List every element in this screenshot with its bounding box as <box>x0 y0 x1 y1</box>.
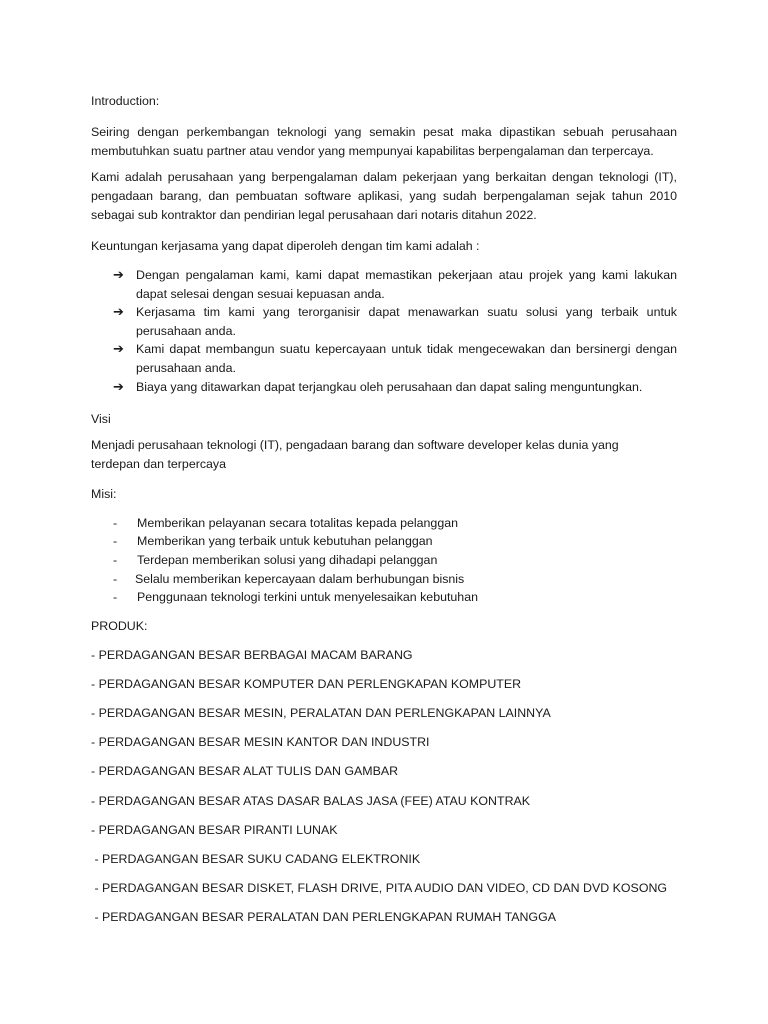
misi-item <box>113 532 673 551</box>
intro-paragraph-1: Seiring dengan perkembangan teknologi yang semakin pesat maka dipastikan sebuah perusahaan membutuhkan suatu partner atau vendor yang mempunyai kapabilitas berpengalaman dan terpercaya. <box>91 125 677 158</box>
produk-item: - PERDAGANGAN BESAR ATAS DASAR BALAS JASA (FEE) ATAU KONTRAK <box>91 794 531 808</box>
misi-text: Memberikan pelayanan secara totalitas kepada pelanggan <box>137 516 458 530</box>
intro-paragraph-2: Kami adalah perusahaan yang berpengalaman dalam pekerjaan yang berkaitan dengan teknologi (IT), pengadaan barang, dan pembuatan software aplikasi, yang sudah berpengalaman sejak tahun 2010 sebagai sub kontraktor dan pendirian legal perusahaan dari notaris ditahun 2022. <box>91 170 677 222</box>
benefit-item <box>113 378 677 397</box>
produk-item: - PERDAGANGAN BESAR BERBAGAI MACAM BARANG <box>91 648 413 662</box>
misi-text: Memberikan yang terbaik untuk kebutuhan pelanggan <box>137 534 433 548</box>
benefit-text: Dengan pengalaman kami, kami dapat memastikan pekerjaan atau projek yang kami lakukan dapat selesai dengan sesuai kepuasan anda. <box>136 268 677 301</box>
misi-text: Selalu memberikan kepercayaan dalam berhubungan bisnis <box>135 572 465 586</box>
arrow-icon: ➔ <box>113 341 124 356</box>
produk-item: - PERDAGANGAN BESAR DISKET, FLASH DRIVE, PITA AUDIO DAN VIDEO, CD DAN DVD KOSONG <box>91 881 668 895</box>
produk-item: - PERDAGANGAN BESAR PERALATAN DAN PERLENGKAPAN RUMAH TANGGA <box>91 910 556 924</box>
arrow-icon: ➔ <box>113 267 124 282</box>
produk-item: - PERDAGANGAN BESAR ALAT TULIS DAN GAMBAR <box>91 764 399 778</box>
misi-item <box>113 551 673 570</box>
dash-marker: - <box>113 516 118 530</box>
benefit-text: Biaya yang ditawarkan dapat terjangkau oleh perusahaan dan dapat saling menguntungkan. <box>136 380 643 394</box>
produk-item: - PERDAGANGAN BESAR MESIN, PERALATAN DAN PERLENGKAPAN LAINNYA <box>91 706 551 720</box>
dash-marker: - <box>113 572 118 586</box>
visi-heading: Visi <box>91 412 111 426</box>
benefit-item <box>113 266 677 303</box>
misi-text: Penggunaan teknologi terkini untuk menyelesaikan kebutuhan <box>137 590 478 604</box>
produk-heading: PRODUK: <box>91 619 148 633</box>
produk-item: - PERDAGANGAN BESAR SUKU CADANG ELEKTRONIK <box>91 852 421 866</box>
arrow-icon: ➔ <box>113 379 124 394</box>
benefit-text: Kerjasama tim kami yang terorganisir dapat menawarkan suatu solusi yang terbaik untuk perusahaan anda. <box>136 305 677 338</box>
misi-text: Terdepan memberikan solusi yang dihadapi pelanggan <box>137 553 438 567</box>
misi-item <box>113 570 673 589</box>
arrow-icon: ➔ <box>113 304 124 319</box>
misi-item <box>113 514 673 533</box>
produk-item: - PERDAGANGAN BESAR PIRANTI LUNAK <box>91 823 338 837</box>
produk-item: - PERDAGANGAN BESAR MESIN KANTOR DAN INDUSTRI <box>91 735 430 749</box>
intro-heading: Introduction: <box>91 94 160 108</box>
benefit-item <box>113 340 677 377</box>
dash-marker: - <box>113 590 118 604</box>
dash-marker: - <box>113 534 118 548</box>
misi-item <box>113 588 673 607</box>
benefit-item <box>113 303 677 340</box>
dash-marker: - <box>113 553 118 567</box>
visi-text: Menjadi perusahaan teknologi (IT), pengadaan barang dan software developer kelas dunia yang terdepan dan terpercaya <box>91 438 619 471</box>
produk-item: - PERDAGANGAN BESAR KOMPUTER DAN PERLENGKAPAN KOMPUTER <box>91 677 522 691</box>
benefits-intro: Keuntungan kerjasama yang dapat diperoleh dengan tim kami adalah : <box>91 239 480 253</box>
benefit-text: Kami dapat membangun suatu kepercayaan untuk tidak mengecewakan dan bersinergi dengan perusahaan anda. <box>136 342 677 375</box>
misi-heading: Misi: <box>91 487 117 501</box>
